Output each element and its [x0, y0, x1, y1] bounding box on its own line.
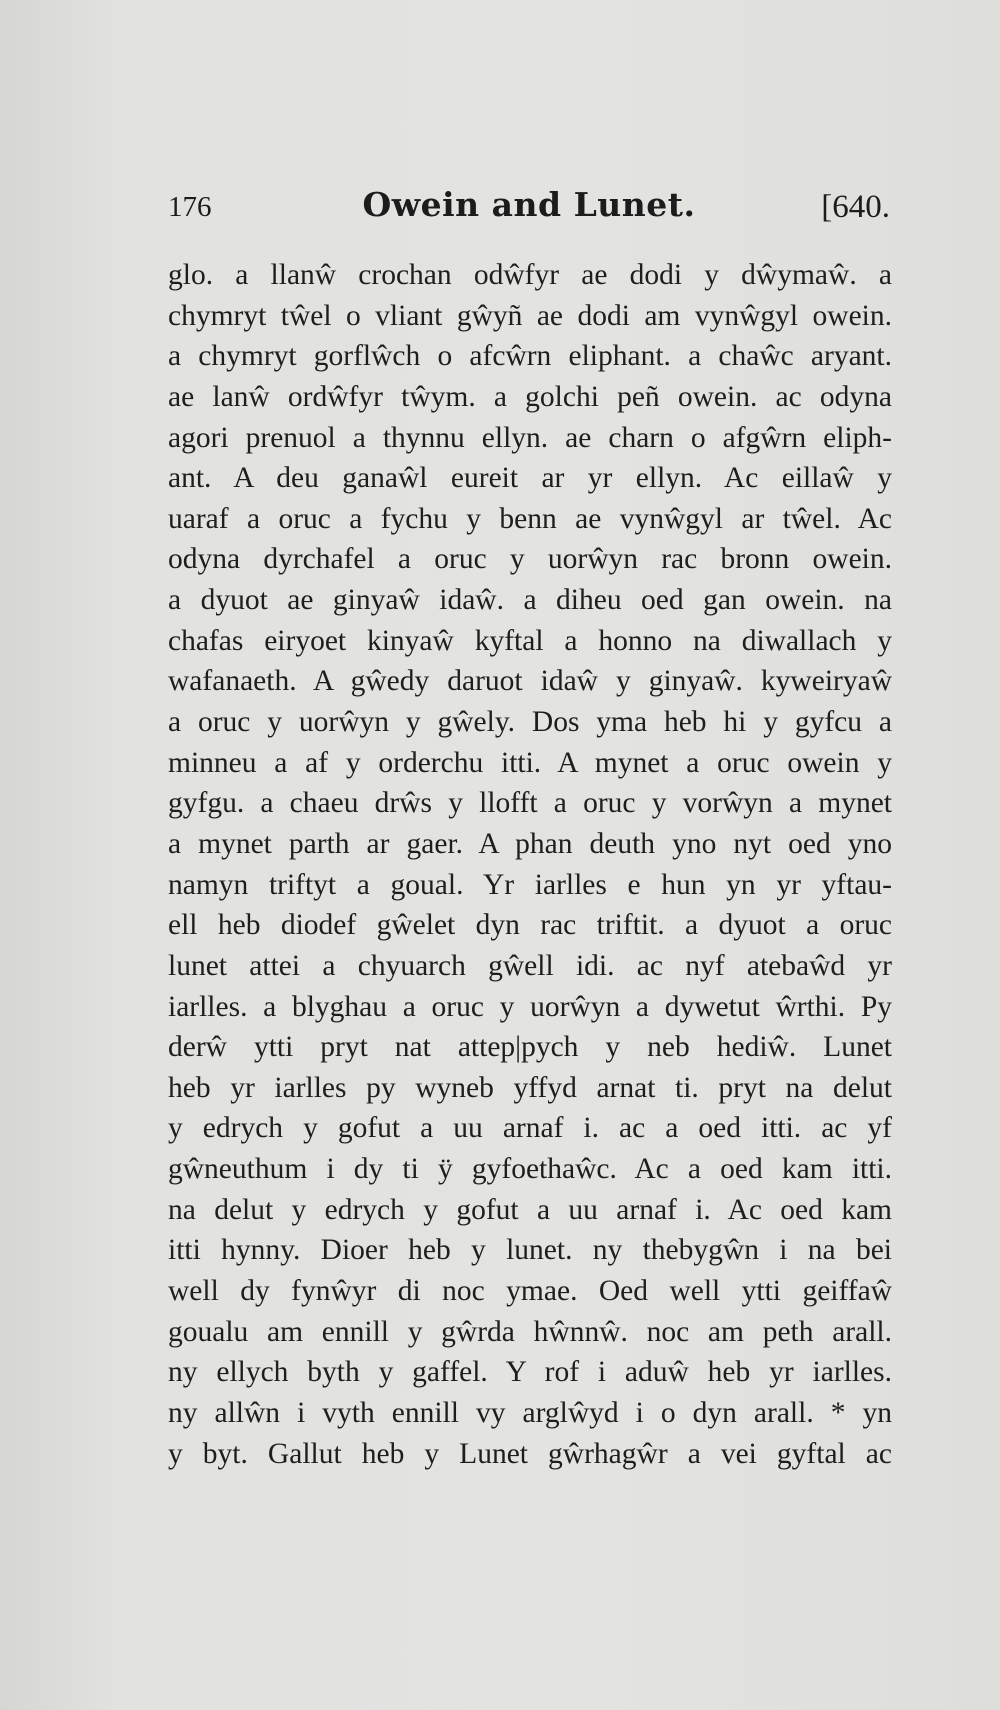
text-line: odyna dyrchafel a oruc y uorŵyn rac bronn owein.	[168, 543, 892, 576]
text-line: glo. a llanŵ crochan odŵfyr ae dodi y dŵymaŵ. a	[168, 259, 892, 291]
text-line: chymryt tŵel o vliant gŵyñ ae dodi am vynŵgyl owein.	[168, 299, 892, 332]
text-line: na delut y edrych y gofut a uu arnaf i. Ac oed kam	[168, 1193, 892, 1226]
text-line: y byt. Gallut heb y Lunet gŵrhagŵr a vei gyftal ac	[168, 1437, 892, 1470]
text-line: iarlles. a blyghau a oruc y uorŵyn a dywetut ŵrthi. Py	[168, 990, 892, 1023]
text-line: derŵ ytti pryt nat attep|pych y neb hediŵ. Lunet	[168, 1031, 892, 1064]
text-line: wafanaeth. A gŵedy daruot idaŵ y ginyaŵ. kyweiryaŵ	[168, 665, 892, 698]
text-line: heb yr iarlles py wyneb yffyd arnat ti. pryt na delut	[168, 1071, 892, 1104]
text-line: ae lanŵ ordŵfyr tŵym. a golchi peñ owein. ac odyna	[168, 380, 892, 413]
page-number: 176	[168, 191, 212, 223]
text-line: gyfgu. a chaeu drŵs y llofft a oruc y vorŵyn a mynet	[168, 787, 892, 820]
text-line: a dyuot ae ginyaŵ idaŵ. a diheu oed gan owein. na	[168, 584, 892, 617]
text-line: goualu am ennill y gŵrda hŵnnŵ. noc am peth arall.	[168, 1315, 892, 1348]
body-text	[168, 255, 892, 1474]
text-line: well dy fynŵyr di noc ymae. Oed well ytti geiffaŵ	[168, 1275, 892, 1308]
running-header	[168, 183, 890, 233]
text-line: itti hynny. Dioer heb y lunet. ny thebygŵn i na bei	[168, 1234, 892, 1267]
text-line: a oruc y uorŵyn y gŵely. Dos yma heb hi y gyfcu a	[168, 706, 892, 739]
text-line: uaraf a oruc a fychu y benn ae vynŵgyl ar tŵel. Ac	[168, 502, 892, 535]
text-line: agori prenuol a thynnu ellyn. ae charn o afgŵrn eliph-	[168, 421, 892, 454]
text-line: minneu a af y orderchu itti. A mynet a oruc owein y	[168, 746, 892, 779]
text-line: ell heb diodef gŵelet dyn rac triftit. a dyuot a oruc	[168, 909, 892, 942]
text-line: lunet attei a chyuarch gŵell idi. ac nyf atebaŵd yr	[168, 949, 892, 982]
text-line: namyn triftyt a goual. Yr iarlles e hun yn yr yftau-	[168, 868, 892, 901]
text-line: ant. A deu ganaŵl eureit ar yr ellyn. Ac eillaŵ y	[168, 462, 892, 495]
running-title: Owein and Lunet.	[362, 185, 696, 224]
text-line: gŵneuthum i dy ti ÿ gyfoethaŵc. Ac a oed kam itti.	[168, 1153, 892, 1186]
text-line: a mynet parth ar gaer. A phan deuth yno nyt oed yno	[168, 827, 892, 860]
text-line: y edrych y gofut a uu arnaf i. ac a oed itti. ac yf	[168, 1112, 892, 1145]
text-line: chafas eiryoet kinyaŵ kyftal a honno na diwallach y	[168, 624, 892, 657]
text-line: ny ellych byth y gaffel. Y rof i aduŵ heb yr iarlles.	[168, 1356, 892, 1389]
text-line: a chymryt gorflŵch o afcŵrn eliphant. a chaŵc aryant.	[168, 340, 892, 373]
text-line: ny allŵn i vyth ennill vy arglŵyd i o dyn arall. * yn	[168, 1396, 892, 1429]
section-marker: [640.	[821, 189, 890, 225]
